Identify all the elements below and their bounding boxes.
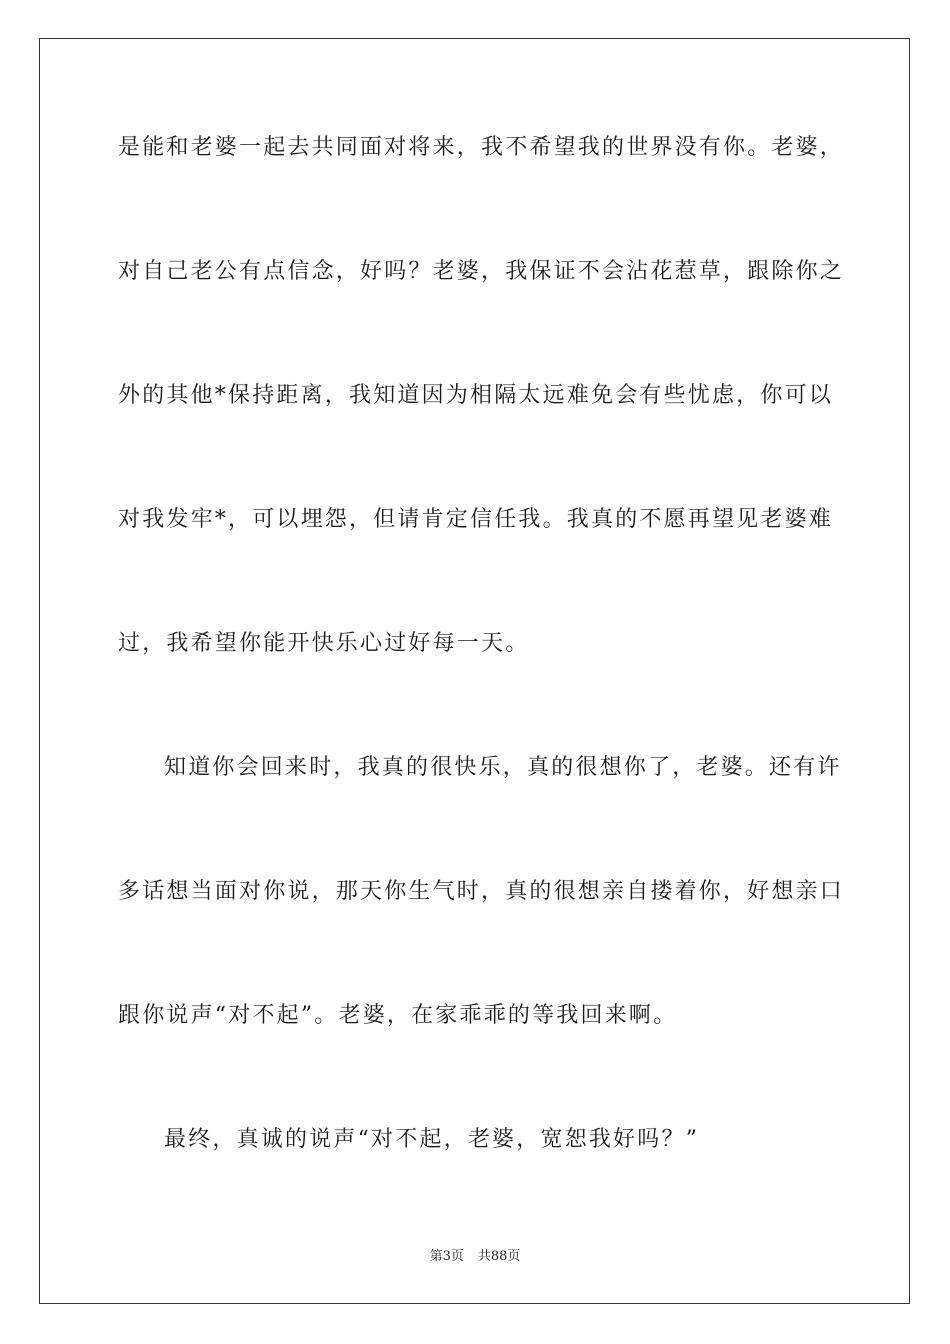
page-border: [39, 38, 910, 1304]
body-text-line-1: 是能和老婆一起去共同面对将来，我不希望我的世界没有你。老婆，: [118, 135, 845, 160]
total-pages: 共88页: [477, 1249, 521, 1264]
body-text-line-8: 跟你说声“对不起”。老婆，在家乖乖的等我回来啊。: [118, 1003, 678, 1028]
body-text-line-5: 过，我希望你能开快乐心过好每一天。: [118, 631, 530, 656]
body-text-line-4: 对我发牢*，可以埋怨，但请肯定信任我。我真的不愿再望见老婆难: [118, 507, 834, 532]
page-number: 第3页: [429, 1249, 464, 1264]
body-text-line-7: 多话想当面对你说，那天你生气时，真的很想亲自搂着你，好想亲口: [118, 879, 845, 904]
body-text-line-3: 外的其他*保持距离，我知道因为相隔太远难免会有些忧虑，你可以: [118, 383, 834, 408]
body-text-line-6: 知道你会回来时，我真的很快乐，真的很想你了，老婆。还有许: [164, 755, 842, 780]
body-text-line-2: 对自己老公有点信念，好吗？老婆，我保证不会沾花惹草，跟除你之: [118, 259, 845, 284]
body-text-line-9: 最终，真诚的说声“对不起，老婆，宽恕我好吗？”: [164, 1127, 700, 1152]
page-footer: [0, 1248, 950, 1266]
